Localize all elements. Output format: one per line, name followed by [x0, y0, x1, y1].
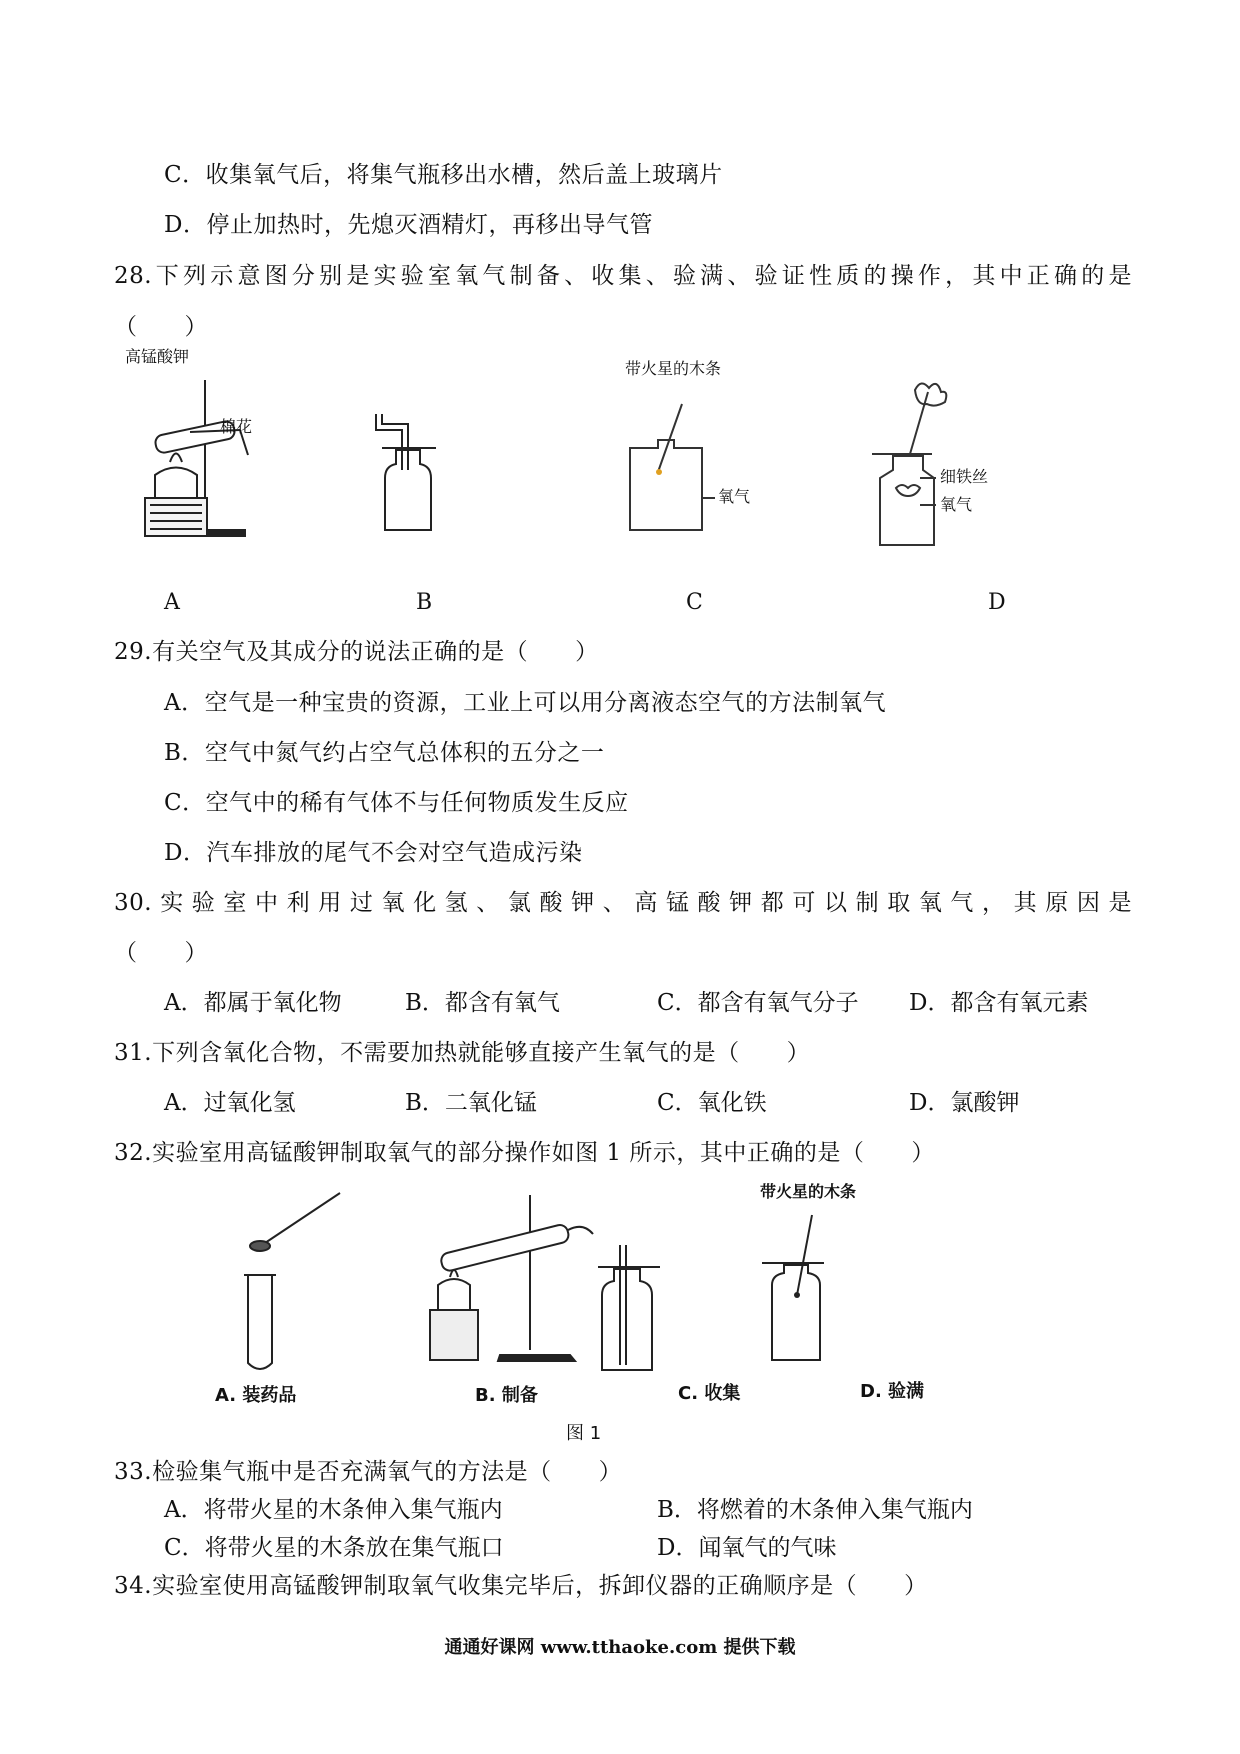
q28-stem-char: 是 [1108, 263, 1132, 289]
q28-stem-char: 验 [672, 263, 697, 289]
q28-stem-char: 制 [509, 263, 534, 289]
q28-letter-a: A [164, 590, 180, 615]
fig-a-apparatus [145, 380, 248, 536]
q27-option-c: C．收集氧气后，将集气瓶移出水槽，然后盖上玻璃片 [164, 162, 723, 188]
fig1-caption-a: A. 装药品 [215, 1385, 297, 1406]
q28-stem-char: 正 [1026, 263, 1051, 289]
q28-stem-char: 氧 [455, 263, 479, 289]
q32-stem: 32.实验室用高锰酸钾制取氧气的部分操作如图 1 所示，其中正确的是（ ） [114, 1140, 935, 1166]
fig1-caption-d: D. 验满 [860, 1381, 925, 1402]
q30-paren: （ ） [114, 940, 208, 966]
fig1-stick-label: 带火星的木条 [760, 1182, 857, 1201]
q33-stem: 33.检验集气瓶中是否充满氧气的方法是（ ） [114, 1459, 623, 1485]
q31-option-a: A．过氧化氢 [164, 1090, 296, 1116]
q30-stem-char: 原 [1045, 890, 1069, 916]
q30-stem-char: 氯 [507, 890, 532, 916]
q28-stem-char: 收 [591, 263, 615, 289]
q28-stem-char: 气 [482, 263, 506, 289]
q30-stem-char: 都 [760, 890, 785, 916]
q28-letter-d: D [988, 590, 1006, 615]
q28-figure [120, 347, 1120, 550]
q28-stem-char: 备 [536, 263, 561, 289]
q28-stem-char: 室 [427, 263, 452, 289]
q30-stem-char: 氢 [444, 890, 469, 916]
q30-stem-char: 、 [476, 890, 500, 916]
q33-option-d: D．闻氧气的气味 [657, 1535, 837, 1561]
q30-stem-char: 实 [160, 890, 184, 916]
q28-stem-char: 是 [346, 263, 370, 289]
q28-letter-c: C [686, 590, 703, 615]
q29-stem: 29.有关空气及其成分的说法正确的是（ ） [114, 639, 599, 665]
q30-stem-char: 钾 [571, 890, 595, 916]
q30-stem-char: 、 [602, 890, 627, 916]
q30-stem-char: 钾 [729, 890, 753, 916]
q33-option-b: B．将燃着的木条伸入集气瓶内 [657, 1497, 973, 1523]
q31-option-c: C．氧化铁 [657, 1090, 767, 1116]
q28-stem-char: 意 [237, 263, 261, 289]
q28-letter-b: B [416, 590, 433, 615]
q29-option-b: B．空气中氮气约占空气总体积的五分之一 [164, 740, 605, 766]
q28-stem [114, 261, 1132, 291]
q30-stem-char: 是 [1108, 890, 1132, 916]
q30-stem-char: 过 [349, 890, 374, 916]
q28-stem-char: 质 [836, 263, 860, 289]
q30-stem-char: 取 [887, 890, 911, 916]
q28-stem-char: 图 [264, 263, 289, 289]
q28-stem-char: 、 [645, 263, 670, 289]
q30-stem-char: 因 [1076, 890, 1101, 916]
q28-stem-char: 确 [1054, 263, 1078, 289]
q33-option-a: A．将带火星的木条伸入集气瓶内 [164, 1497, 503, 1523]
q28-stem-char: 的 [863, 263, 887, 289]
fig1-d-bottle [762, 1215, 824, 1360]
q28-figure-drawing [120, 370, 1120, 550]
q30-stem-char: 氧 [918, 890, 943, 916]
q28-stem-char: 分 [291, 263, 316, 289]
q28-stem-char: 的 [1081, 263, 1105, 289]
q30-option-a: A．都属于氧化物 [164, 990, 342, 1016]
fig-d-bottle [872, 383, 946, 545]
q28-stem-char: 证 [781, 263, 806, 289]
q30-stem-char: 氧 [381, 890, 405, 916]
q28-stem-char: 别 [319, 263, 343, 289]
fig-c-gas-label: 氧气 [718, 487, 751, 506]
fig-a-chem-label: 高锰酸钾 [125, 347, 190, 366]
page-footer: 通通好课网 www.tthaoke.com 提供下载 [444, 1637, 796, 1658]
q28-stem-char: ， [945, 263, 969, 289]
q30-option-c: C．都含有氧气分子 [657, 990, 859, 1016]
q30-stem-char: 30. [114, 890, 153, 916]
fig-c-bottle [630, 404, 715, 530]
fig-b-bottle [376, 414, 436, 530]
q30-stem-char: 酸 [539, 890, 563, 916]
fig-d-gas-label: 氧气 [940, 495, 973, 514]
q28-stem-char: 其 [972, 263, 996, 289]
q30-stem-char: 利 [286, 890, 311, 916]
q28-stem-char: 满 [700, 263, 724, 289]
fig1-b-apparatus [430, 1195, 593, 1361]
q28-paren: （ ） [114, 314, 208, 340]
fig1-c-bottle [598, 1245, 660, 1370]
q28-stem-char: 中 [999, 263, 1024, 289]
q29-option-a: A．空气是一种宝贵的资源，工业上可以用分离液态空气的方法制氧气 [164, 690, 887, 716]
q29-option-c: C．空气中的稀有气体不与任何物质发生反应 [164, 790, 629, 816]
q28-stem-char: 实 [373, 263, 398, 289]
q30-stem-char: 酸 [697, 890, 722, 916]
fig1-caption-b: B. 制备 [475, 1385, 538, 1406]
q30-stem-char: ， [982, 890, 1006, 916]
q32-figure [200, 1182, 980, 1425]
fig-c-stick-label: 带火星的木条 [625, 359, 722, 378]
q28-stem-char: 验 [754, 263, 779, 289]
fig-d-wire-label: 细铁丝 [940, 467, 989, 486]
q28-stem-char: 集 [618, 263, 643, 289]
q31-option-b: B．二氧化锰 [405, 1090, 537, 1116]
q28-stem-char: 下 [155, 263, 180, 289]
q28-stem-char: 、 [727, 263, 751, 289]
q30-stem-char: 锰 [665, 890, 690, 916]
q30-option-b: B．都含有氧气 [405, 990, 560, 1016]
q30-stem-char: 中 [255, 890, 279, 916]
q27-option-d: D．停止加热时，先熄灭酒精灯，再移出导气管 [164, 212, 653, 238]
q30-stem-char: 高 [634, 890, 658, 916]
fig1-a-tube [244, 1193, 340, 1369]
q30-stem-char: 室 [223, 890, 247, 916]
q33-option-c: C．将带火星的木条放在集气瓶口 [164, 1535, 504, 1561]
q32-figure-drawing [200, 1182, 980, 1395]
q28-stem-char: 作 [917, 263, 942, 289]
q31-stem: 31.下列含氧化合物，不需要加热就能够直接产生氧气的是（ ） [114, 1040, 811, 1066]
q30-stem-char: 化 [413, 890, 437, 916]
q30-stem-char: 气 [950, 890, 974, 916]
q28-stem-char: 示 [210, 263, 234, 289]
q28-stem-char: 列 [183, 263, 207, 289]
q29-option-d: D．汽车排放的尾气不会对空气造成污染 [164, 840, 583, 866]
q30-option-d: D．都含有氧元素 [909, 990, 1089, 1016]
q30-stem [114, 888, 1132, 918]
q30-stem-char: 其 [1013, 890, 1038, 916]
q34-stem: 34.实验室使用高锰酸钾制取氧气收集完毕后，拆卸仪器的正确顺序是（ ） [114, 1573, 928, 1599]
q28-stem-char: 28. [114, 263, 153, 289]
q30-stem-char: 制 [855, 890, 880, 916]
q30-stem-char: 用 [318, 890, 342, 916]
q28-stem-char: 验 [400, 263, 425, 289]
fig1-title: 图 1 [566, 1423, 602, 1444]
q30-stem-char: 验 [191, 890, 216, 916]
q31-option-d: D．氯酸钾 [909, 1090, 1020, 1116]
q30-stem-char: 可 [792, 890, 816, 916]
q28-stem-char: 操 [890, 263, 915, 289]
q30-stem-char: 以 [823, 890, 848, 916]
q28-stem-char: 、 [564, 263, 588, 289]
q28-stem-char: 性 [809, 263, 833, 289]
fig-a-cotton-label: 棉花 [220, 417, 253, 436]
fig1-caption-c: C. 收集 [678, 1383, 741, 1404]
